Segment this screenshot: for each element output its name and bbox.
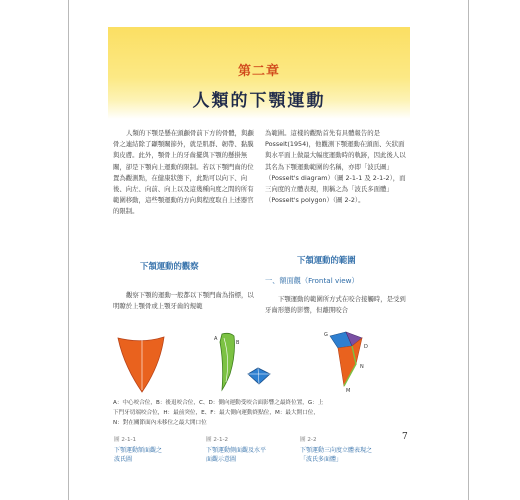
chapter-label: 第二章 [237,64,280,79]
intro-left-column [113,128,255,218]
frontal-subheading: 一、額面觀（Frontal view） [265,276,359,285]
caption-line: 下顎運動側面觀及水平 [206,446,267,454]
caption-number: 圖 2-2 [300,437,317,443]
caption-line: 下顎運動額面觀之 [114,446,163,454]
caption-line: 波氏圖 [114,456,133,463]
legend-line-2: 下門牙切端咬合位，H：最前突位，E、F：最大側向運動終點位，M：最大開口位， [113,410,319,416]
frontal-envelope-shape [118,337,164,392]
legend-line-3: N：對在關節面內未移位之最大開口位 [113,420,207,426]
chapter-title: 人類的下顎運動 [192,91,326,111]
intro-right-column [265,128,410,206]
caption-line: 「波氏多面體」 [300,456,343,463]
movement-heading: 下頷運動的觀察 [140,261,199,271]
intro-left-paragraph: 人類的下顎是懸在頭顱骨前下方的骨體，與顱骨之連結除了顳顎關節外，就是肌群、韌帶、黏膜與皮膚。此外，顎骨上的牙齒擺與下顎的懸掛無關，卻是下顎向上運動的限制。若以下顎門齒的位置為觀測點，在健康狀態下，此點可以向下、向後、向左、向前、向上以及這幾種向度之間的所有範圍移動，這些顎運動的方向與程度取自上述器官的限制。 [113,129,254,216]
figure-legend [113,398,403,428]
label-a: A [214,336,218,342]
intro-right-paragraph: 為範圍。這樣的觀點首先有具體報告的是Posselt(1954)，他觀測下顎運動在頭面、矢狀面與水平面上做最大幅度運動時的軌跡，因此後人以其名為下顎運動範圍的名稱，亦即「波氏圖」（Posselt's diagram）（圖 2-1-1 及 2-1-2），而三向度的立體表現，則稱之為「波氏多面體」（Posselt's polygon）（圖 2-2）。 [265,129,406,205]
sagittal-envelope-shape [220,333,235,390]
figure-sagittal-horizontal [200,328,290,396]
frontal-paragraph: 下顎運動的範圍所方式在咬合接觸時，是受到牙齒形態的影響，但離開咬合 [265,295,406,314]
label-d: D [364,344,368,350]
figure-posselt-polygon [316,326,396,396]
legend-line-1: A：中心咬合位，B：後退咬合位，C、D：側向運動受咬合面影響之最終位置，G：上 [113,400,324,406]
caption-fig-2-1-2 [206,436,266,465]
caption-fig-2-1-1 [114,436,162,465]
page-rule-left [68,0,69,500]
label-g: G [324,332,328,338]
label-n: N [360,364,364,370]
label-m: M [346,388,351,394]
caption-fig-2-2 [300,436,372,465]
caption-line: 下顎運動三向度立體表現之 [300,446,373,454]
movement-paragraph: 觀察下顎的運動一般都以下顎門齒為指標，以明瞭於上顎骨或上顎牙齒的規範 [113,291,254,310]
caption-number: 圖 2-1-1 [114,437,137,443]
caption-line: 面觀示意圖 [206,456,237,463]
label-b: B [236,340,240,346]
page-rule-right [468,0,469,500]
caption-number: 圖 2-1-2 [206,437,229,443]
page-number: 7 [402,432,408,442]
figure-frontal-posselt [112,332,172,396]
range-heading: 下頷運動的範圍 [297,255,356,265]
